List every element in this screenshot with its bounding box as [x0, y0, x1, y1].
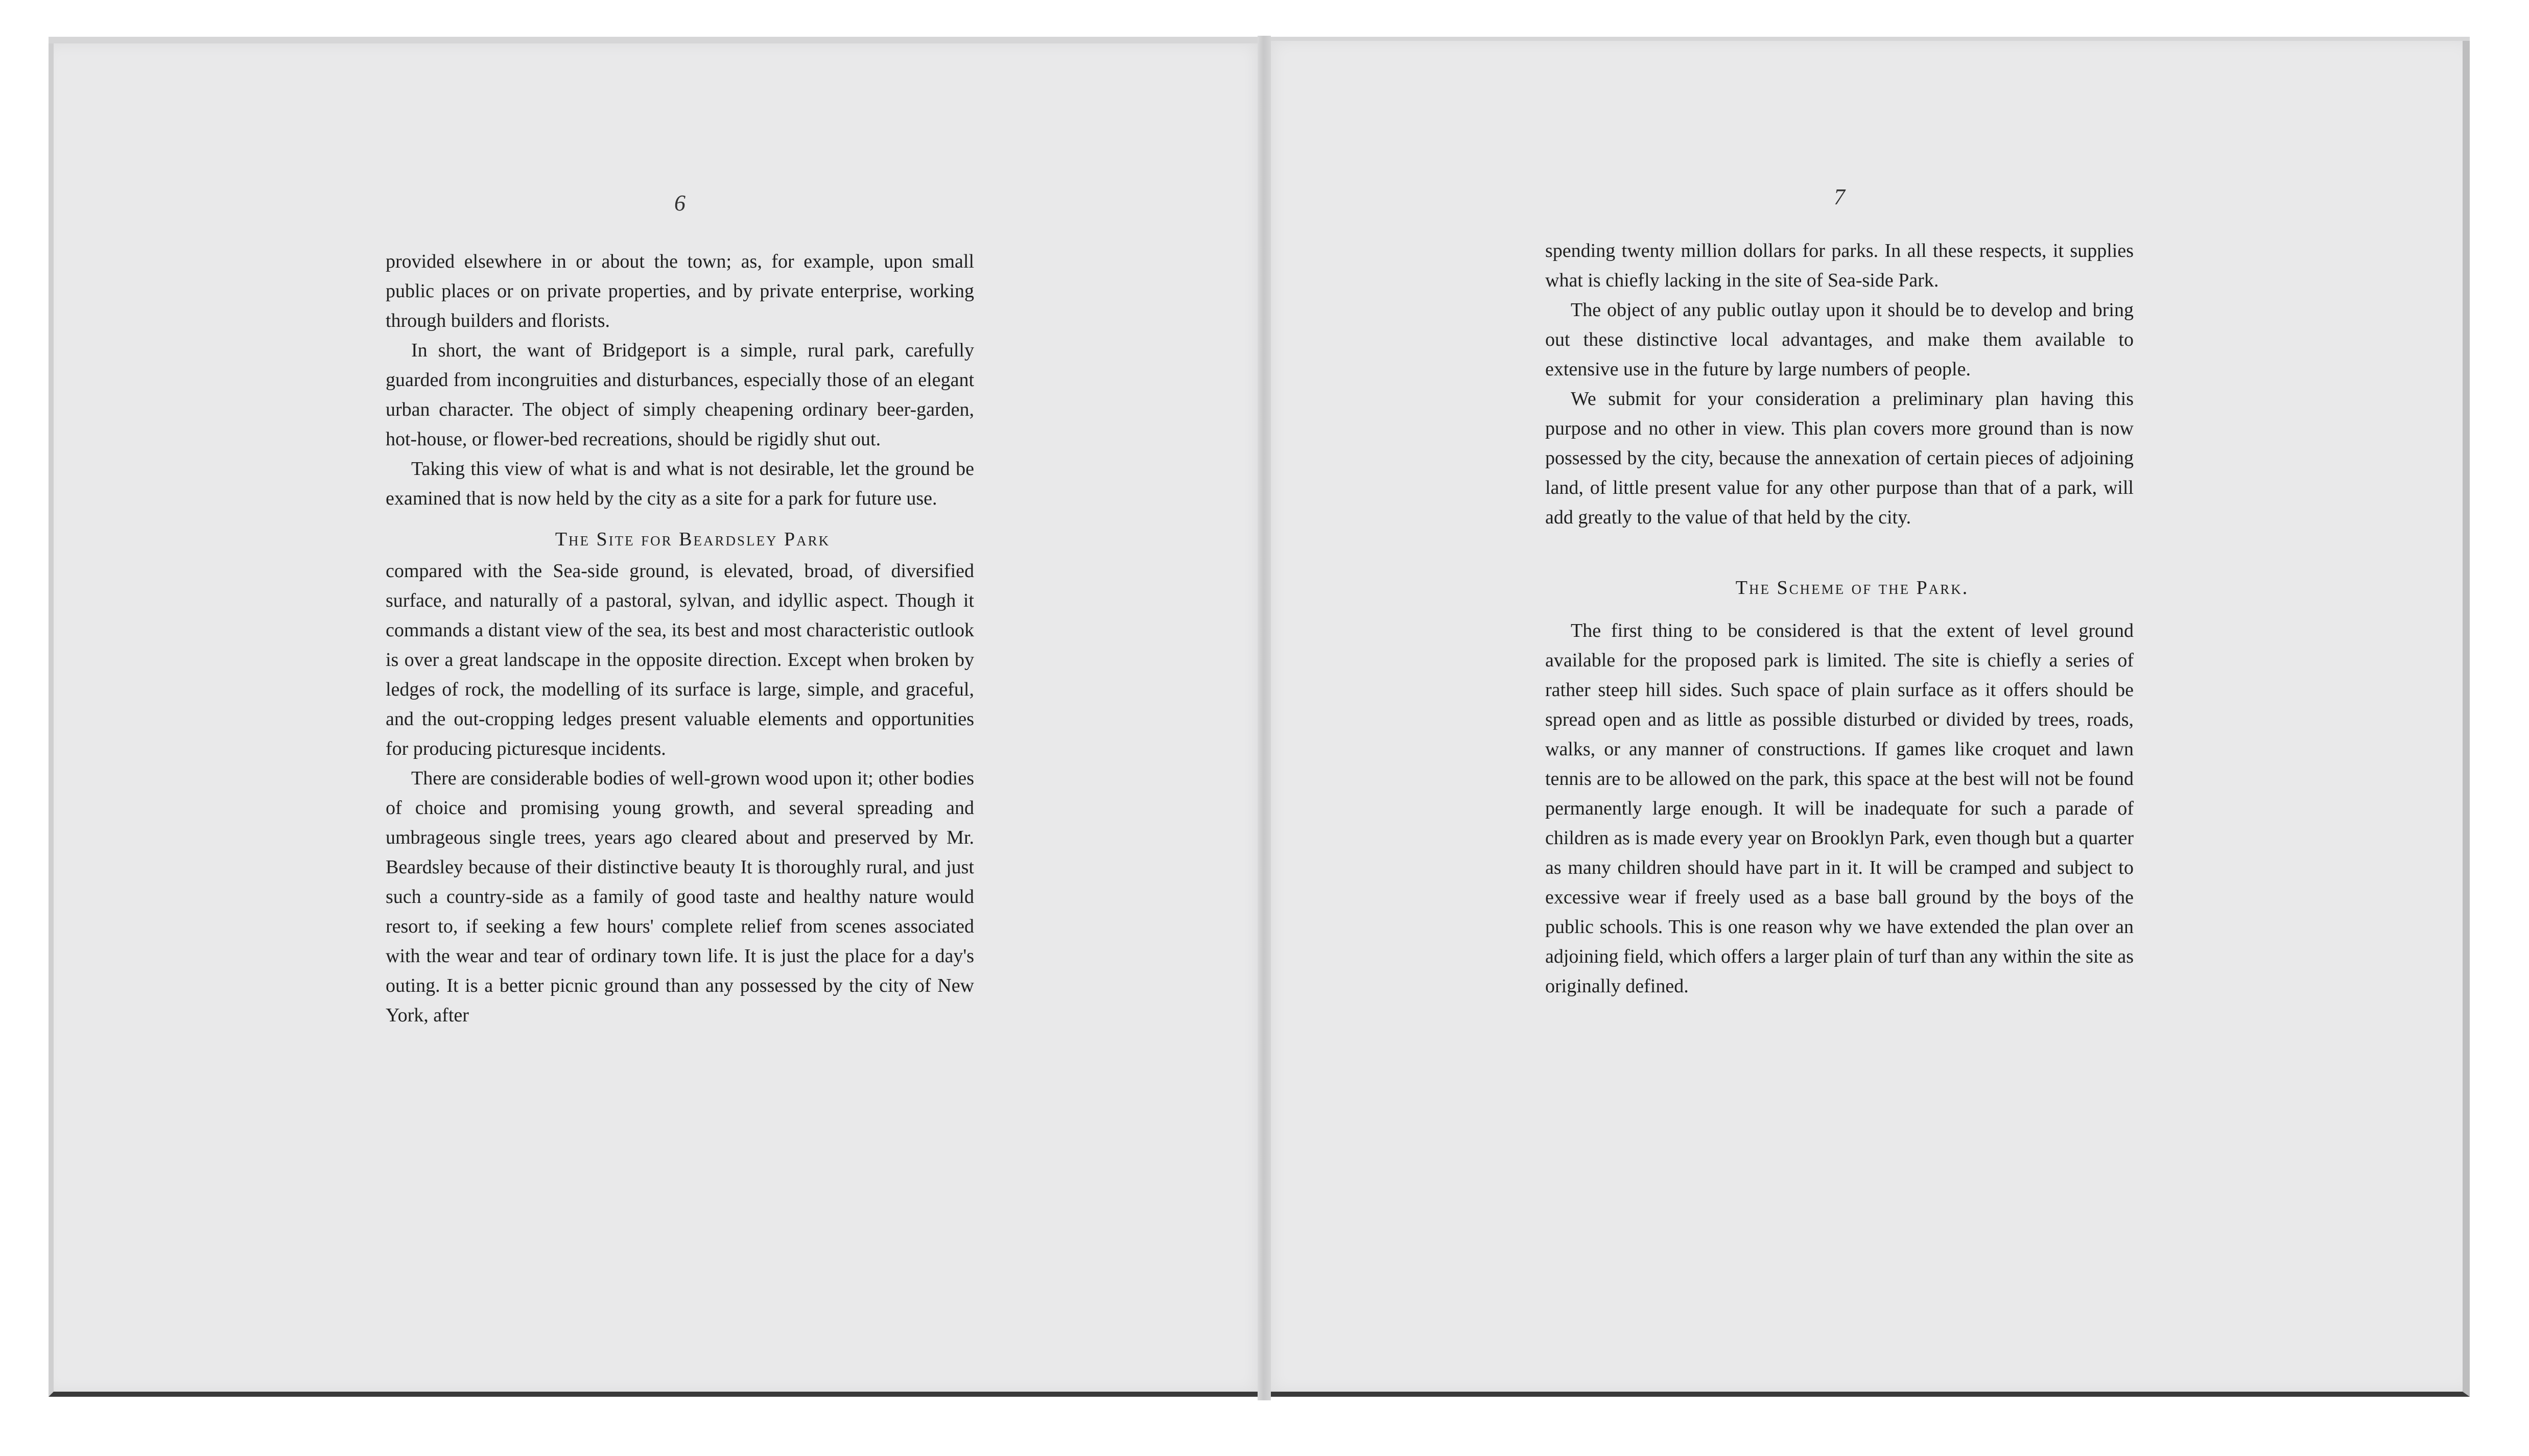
left-page-text — [386, 247, 974, 1030]
right-section-heading: The Scheme of the Park. — [1735, 577, 1969, 599]
right-paragraph-2: The object of any public outlay upon it should be to develop and bring out these distinctive local advantages, and make them available to extensive use in the future by large numbers of people. — [1545, 299, 2134, 380]
left-section-heading: The Site for Beardsley Park — [555, 529, 831, 550]
left-paragraph-3: Taking this view of what is and what is not desirable, let the ground be examined that is now held by the city as a site for a park for future use. — [386, 458, 974, 509]
right-page-text — [1545, 236, 2134, 1001]
left-paragraph-4: compared with the Sea-side ground, is elevated, broad, of diversified surface, and naturally of a pastoral, sylvan, and idyllic aspect. Though it commands a distant view of the sea, its best and most characteristic outlook is over a great landscape in the opposite direction. Except when broken by ledges of rock, the modelling of its surface is large, simple, and graceful, and the out-cropping ledges present valuable elements and opportunities for producing picturesque incidents. — [386, 560, 974, 759]
left-paragraph-5: There are considerable bodies of well-grown wood upon it; other bodies of choice and promising young growth, and several spreading and umbrageous single trees, years ago cleared about and preserved by Mr. Beardsley because of their distinctive beauty It is thoroughly rural, and just such a country-side as a family of good taste and healthy nature would resort to, if seeking a few hours' complete relief from scenes associated with the wear and tear of ordinary town life. It is just the place for a day's outing. It is a better picnic ground than any possessed by the city of New York, after — [386, 768, 974, 1026]
left-page-number: 6 — [674, 190, 686, 216]
right-paragraph-3: We submit for your consideration a preliminary plan having this purpose and no other in view. This plan covers more ground than is now possessed by the city, because the annexation of certain pieces of adjoining land, of little present value for any other purpose than that of a park, will add greatly to the value of that held by the city. — [1545, 388, 2134, 528]
book-gutter — [1258, 36, 1271, 1400]
right-paragraph-4: The first thing to be considered is that the extent of level ground available for the proposed park is limited. The site is chiefly a series of rather steep hill sides. Such space of plain surface as it offers should be spread open and as little as possible disturbed or divided by trees, roads, walks, or any manner of constructions. If games like croquet and lawn tennis are to be allowed on the park, this space at the best will not be found permanently large enough. It will be inadequate for such a parade of children as is made every year on Brooklyn Park, even though but a quarter as many children should have part in it. It will be cramped and subject to excessive wear if freely used as a base ball ground by the boys of the public schools. This is one reason why we have extended the plan over an adjoining field, which offers a larger plain of turf than any within the site as originally defined. — [1545, 620, 2134, 997]
right-page-number: 7 — [1834, 184, 1845, 209]
left-paragraph-1: provided elsewhere in or about the town; as, for example, upon small public places or on private properties, and by private enterprise, working through builders and florists. — [386, 251, 974, 331]
right-paragraph-1: spending twenty million dollars for parks. In all these respects, it supplies what is chiefly lacking in the site of Sea-side Park. — [1545, 240, 2134, 291]
left-paragraph-2: In short, the want of Bridgeport is a simple, rural park, carefully guarded from incongruities and disturbances, especially those of an elegant urban character. The object of simply cheapening ordinary beer-garden, hot-house, or flower-bed recreations, should be rigidly shut out. — [386, 340, 974, 450]
